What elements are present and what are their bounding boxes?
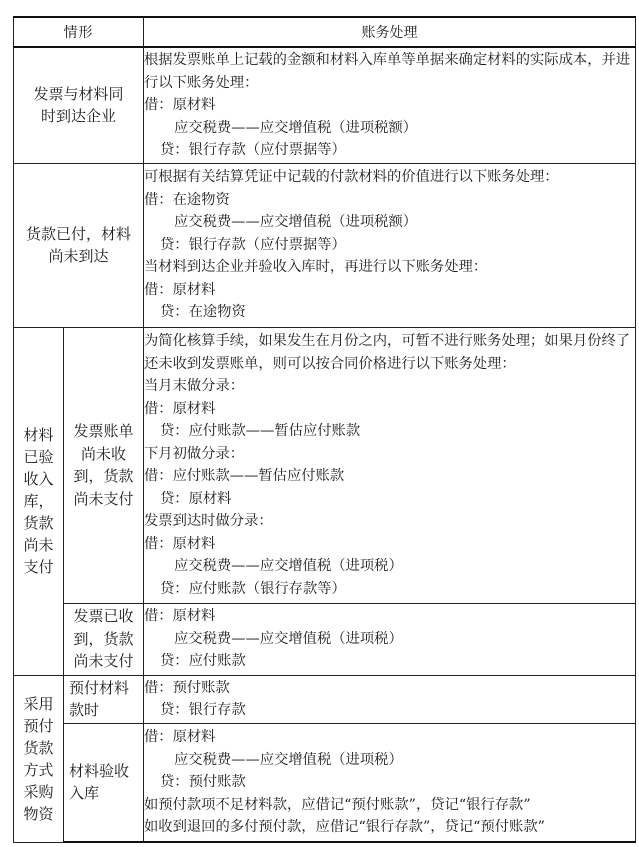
table-row [14, 47, 636, 163]
process-line: 借：原材料 [144, 281, 216, 298]
process-line: 借：应付账款——暂估应付账款 [144, 468, 345, 484]
table-row [14, 723, 636, 842]
process-line: 借：原材料 [144, 729, 216, 745]
situation-cell [14, 675, 64, 842]
process-line: 借：原材料 [144, 97, 216, 113]
table-row [14, 163, 636, 327]
table-row [14, 603, 636, 675]
process-line: 贷：银行存款（应付票据等） [160, 142, 346, 158]
process-line: 当月末做分录： [144, 378, 245, 394]
process-line: 贷：原材料 [160, 490, 232, 507]
process-cell [144, 603, 636, 675]
situation-text: 材料已验收入库，货款尚未支付 [23, 426, 54, 576]
process-line: 贷：应付账款——暂估应付账款 [160, 423, 361, 439]
sub-situation-cell [64, 675, 144, 723]
process-line: 当材料到达企业并验收入库时，再进行以下账务处理： [144, 259, 488, 276]
process-line: 如预付款项不足材料款，应借记“预付账款”，贷记“银行存款” [144, 796, 531, 813]
sub-situation-text: 发票账单尚未收到，货款尚未支付 [73, 422, 134, 508]
process-line: 可根据有关结算凭证中记载的付款材料的价值进行以下账务处理： [144, 169, 559, 186]
process-line: 贷：应付账款（银行存款等） [160, 580, 346, 597]
header-situation: 情形 [14, 17, 144, 47]
process-line: 根据发票账单上记载的金额和材料入库单等单据来确定材料的实际成本，并进行以下账务处理： [144, 52, 631, 91]
situation-text: 货款已付，材料尚未到达 [25, 225, 131, 265]
process-cell [144, 327, 636, 603]
sub-situation-text: 材料验收入库 [69, 761, 130, 803]
situation-text: 发票与材料同时到达企业 [33, 85, 124, 126]
process-cell [144, 163, 636, 327]
process-line: 贷：应付账款 [160, 653, 246, 670]
table-row [14, 675, 636, 723]
process-line: 应交税费——应交增值税（进项税额） [174, 119, 418, 136]
sub-situation-text: 预付材料款时 [69, 678, 130, 719]
process-line: 贷：在途物资 [160, 304, 246, 321]
process-cell [144, 723, 636, 842]
process-line: 贷：预付账款 [160, 774, 246, 790]
sub-situation-cell [64, 603, 144, 675]
process-line: 应交税费——应交增值税（进项税额） [174, 214, 418, 231]
situation-cell [14, 47, 144, 163]
table-row [14, 327, 636, 603]
situation-cell [14, 163, 144, 327]
process-line: 应交税费——应交增值税（进项税） [174, 751, 403, 768]
process-line: 为简化核算手续，如果发生在月份之内，可暂不进行账务处理；如果月份终了还未收到发票账单，则可以按合同价格进行以下账务处理： [144, 333, 631, 372]
process-cell [144, 675, 636, 723]
situation-text: 采用预付货款方式采购物资 [23, 694, 54, 823]
sub-situation-text: 发票已收到，货款尚未支付 [73, 607, 134, 671]
process-line: 发票到达时做分录： [144, 513, 273, 529]
process-line: 借：原材料 [144, 400, 216, 417]
header-accounting: 账务处理 [144, 17, 636, 47]
process-line: 借：预付账款 [144, 679, 230, 696]
process-line: 下月初做分录： [144, 445, 245, 462]
process-line: 贷：银行存款 [160, 702, 246, 718]
table-header-row [14, 17, 636, 47]
sub-situation-cell [64, 327, 144, 603]
process-line: 借：在途物资 [144, 191, 230, 208]
process-line: 借：原材料 [144, 608, 216, 625]
process-line: 应交税费——应交增值税（进项税） [174, 630, 403, 647]
accounting-table [13, 16, 636, 843]
sub-situation-cell [64, 723, 144, 842]
process-line: 应交税费——应交增值税（进项税） [174, 558, 403, 574]
process-cell [144, 47, 636, 163]
process-line: 借：原材料 [144, 535, 216, 552]
situation-cell [14, 327, 64, 675]
process-line: 如收到退回的多付预付款，应借记“银行存款”，贷记“预付账款” [144, 819, 545, 835]
process-line: 贷：银行存款（应付票据等） [160, 236, 346, 253]
